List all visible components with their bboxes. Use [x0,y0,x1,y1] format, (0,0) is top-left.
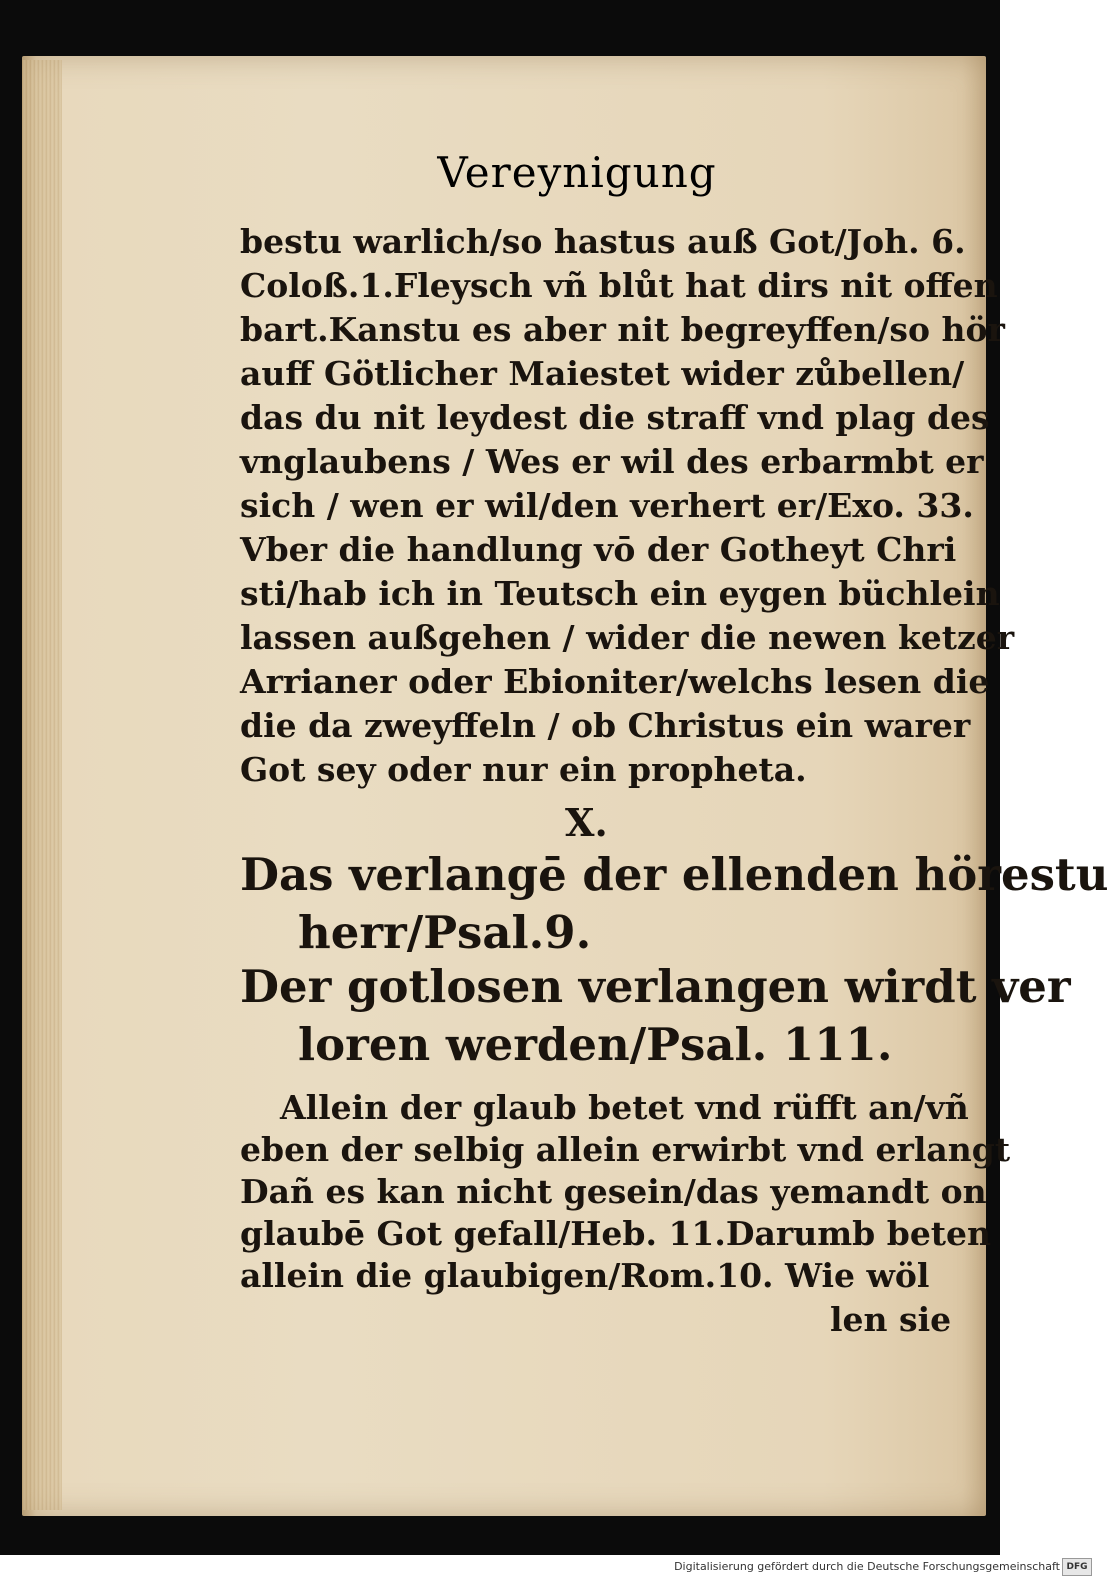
body-line: allein die glaubigen/Rom.10. Wie wöl [240,1256,930,1295]
body-line: vnglaubens / Wes er wil des erbarmbt er [240,442,984,481]
body-line: bart.Kanstu es aber nit begreyffen/so hör [240,310,1005,349]
body-line: auff Götlicher Maiestet wider zůbellen/ [240,354,965,393]
body-line: eben der selbig allein erwirbt vnd erlangt [240,1130,1011,1169]
body-line: das du nit leydest die straff vnd plag des [240,398,990,437]
body-line: Allein der glaub betet vnd rüfft an/vñ [280,1088,969,1127]
body-line: Vber die handlung vō der Gotheyt Chri [240,530,957,569]
running-head: Vereynigung [437,148,717,197]
verse-line: Das verlangē der ellenden hörestu [240,848,1108,901]
verse-line: herr/Psal.9. [298,906,592,959]
body-line: Coloß.1.Fleysch vñ blůt hat dirs nit offen [240,266,998,305]
funding-credit: Digitalisierung gefördert durch die Deutsche Forschungsgemeinschaft [674,1560,1060,1573]
body-line: sich / wen er wil/den verhert er/Exo. 33. [240,486,974,525]
section-number: X. [565,800,608,845]
body-line: Dañ es kan nicht gesein/das yemandt on [240,1172,987,1211]
verse-line: loren werden/Psal. 111. [298,1018,893,1071]
page-edges [22,60,62,1510]
body-line: bestu warlich/so hastus auß Got/Joh. 6. [240,222,966,261]
body-line: die da zweyffeln / ob Christus ein warer [240,706,971,745]
body-line: Arrianer oder Ebioniter/welchs lesen die [240,662,990,701]
catchword: len sie [830,1300,952,1339]
dfg-logo-icon: DFG [1062,1558,1092,1576]
body-line: sti/hab ich in Teutsch ein eygen büchlein [240,574,1000,613]
body-line: lassen außgehen / wider die newen ketzer [240,618,1015,657]
verse-line: Der gotlosen verlangen wirdt ver [240,960,1071,1013]
body-line: Got sey oder nur ein propheta. [240,750,807,789]
body-line: glaubē Got gefall/Heb. 11.Darumb beten [240,1214,992,1253]
